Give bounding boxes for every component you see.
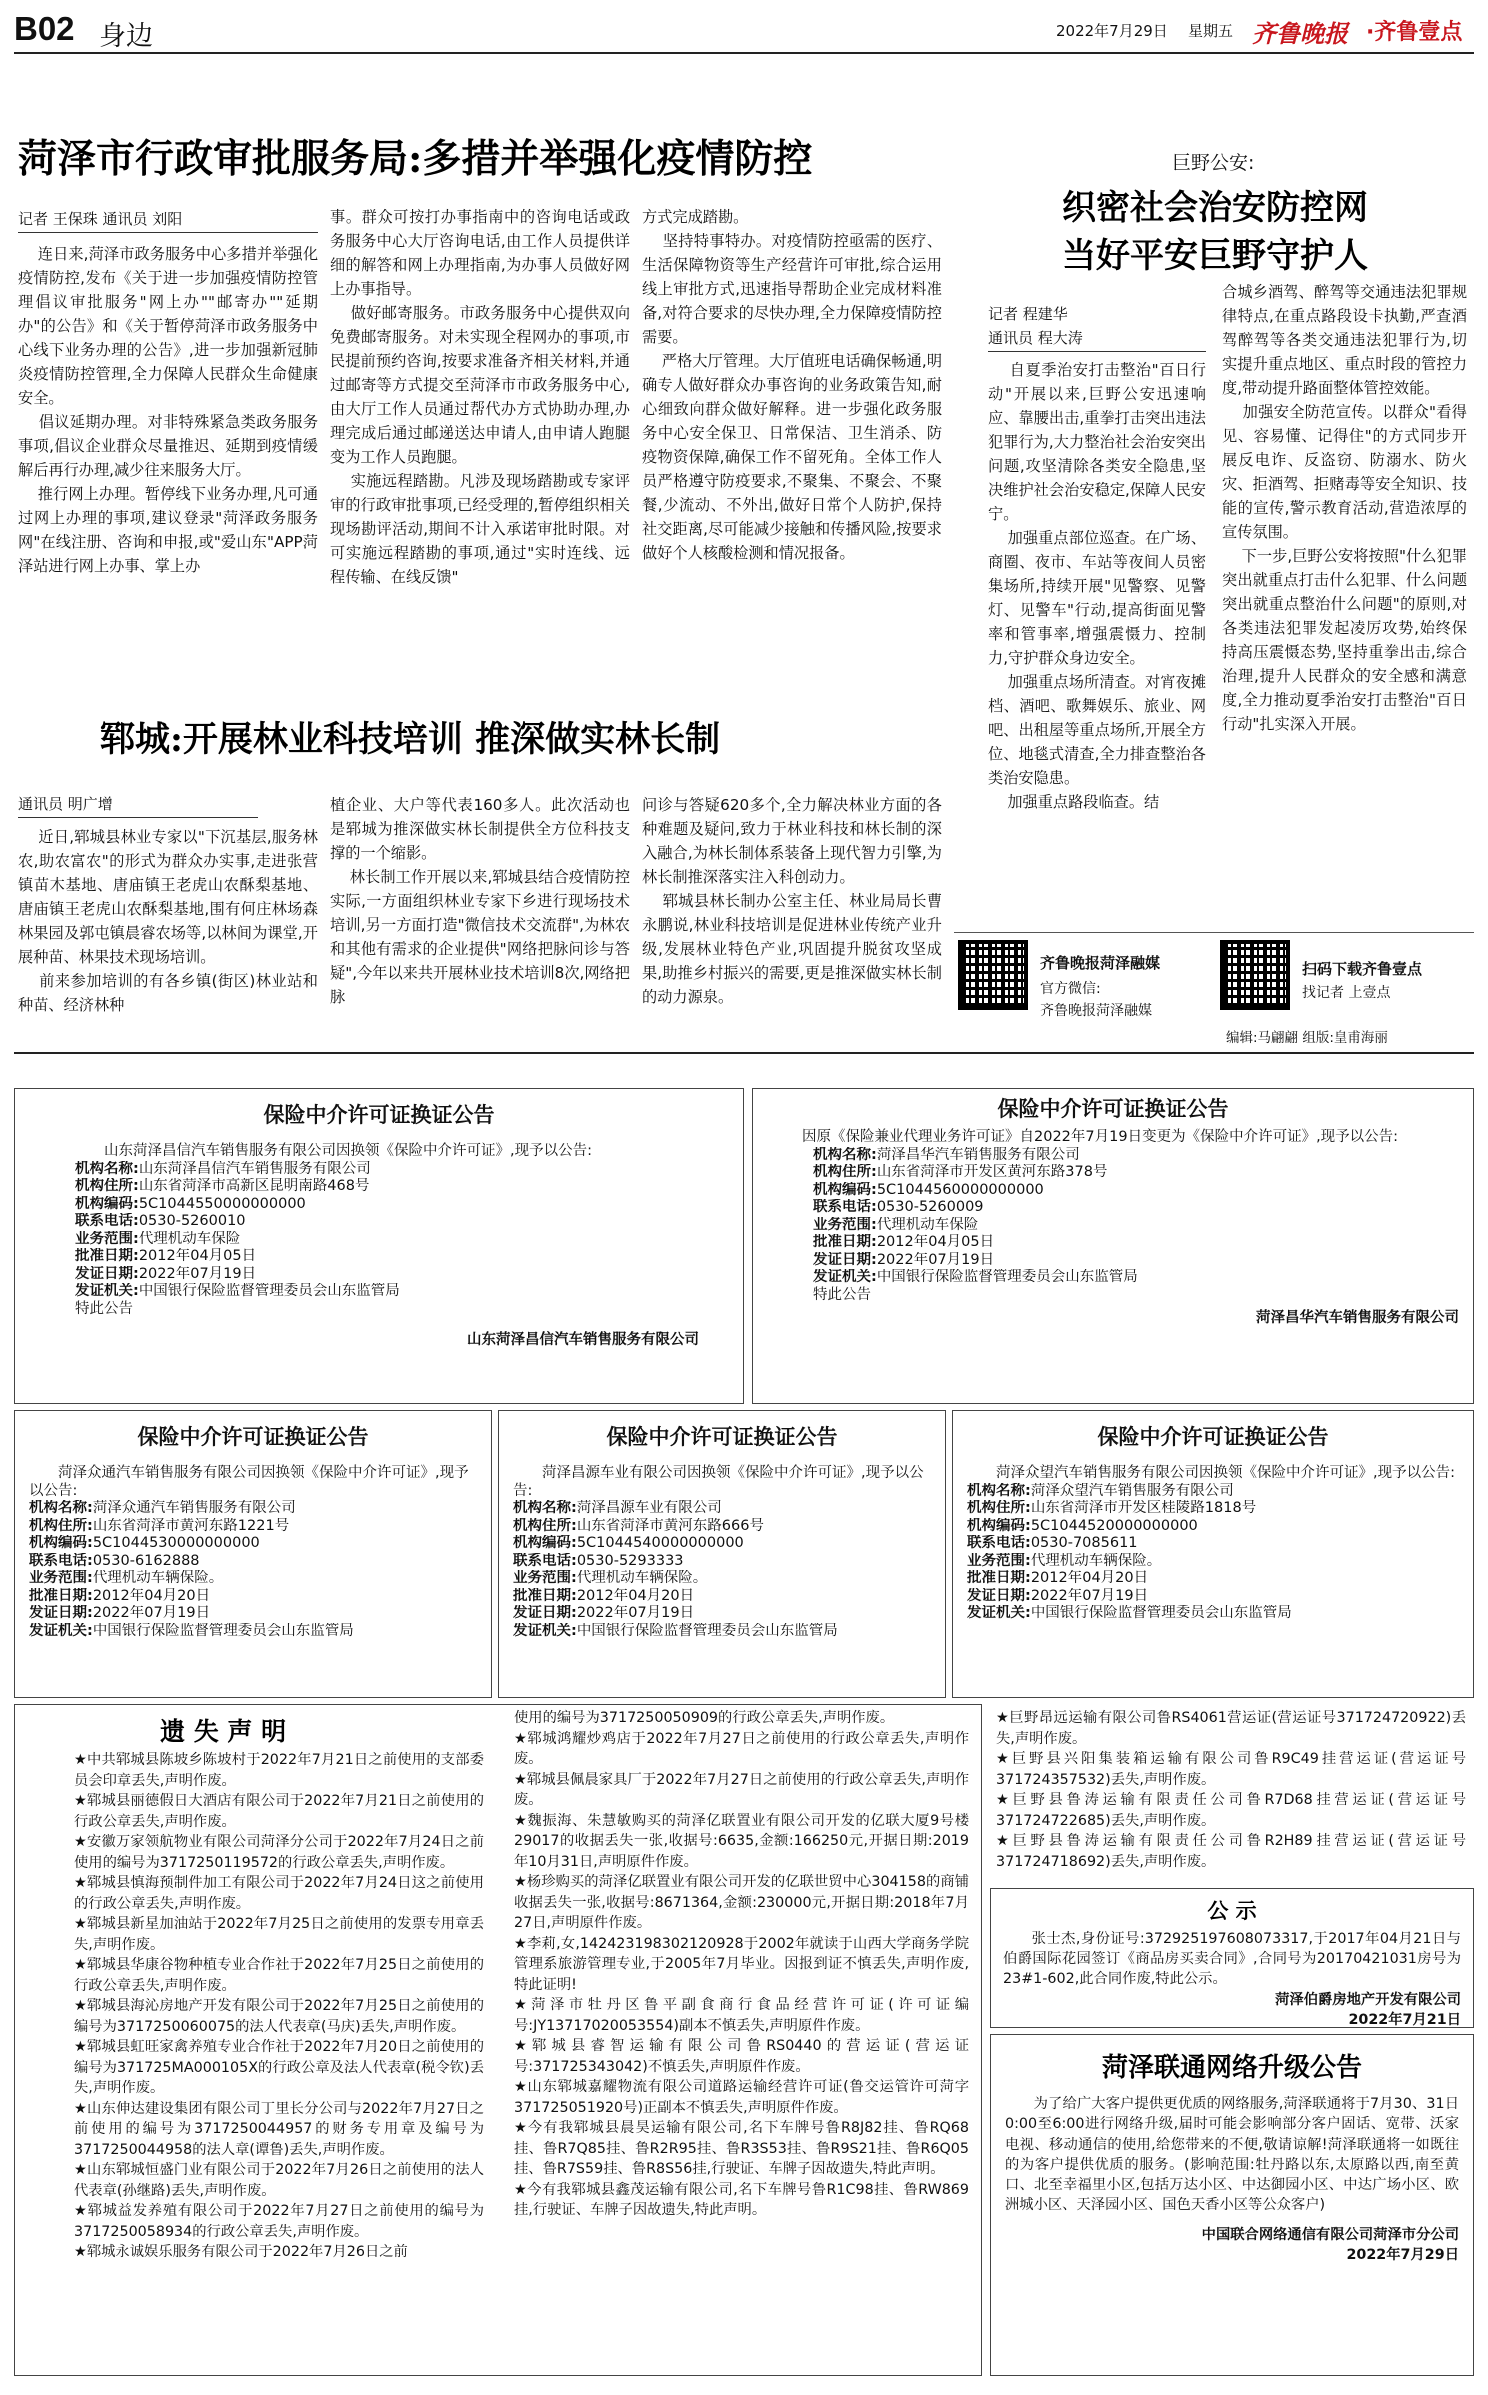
notice-field: 发证日期:2022年07月19日 [513,1605,695,1621]
article2-col1: 自夏季治安打击整治"百日行动"开展以来,巨野公安迅速响应、靠腰出击,重拳打击突出违法犯罪行为,大力整治社会治安突出问题,攻坚清除各类安全隐患,坚决维护社会治安稳定,保障人民安宁。 加强重点部位巡查。在广场、商圈、夜市、车站等夜间人员密集场所,持续开展"见警察、见警灯、见警车"行动,提高街面见警率和管事率,增强震慑力、控制力,守护群众身边安全。 加强重点场所清查。对宵夜摊档、酒吧、歌舞娱乐、旅业、网吧、出租屋等重点场所,开展全方位、地毯式清查,全力排查整治各类治安隐患。 加强重点路段临查。结 [988,361,1206,811]
notice-outro: 特此公告 [75,1300,133,1317]
notice-field: 机构编码:5C1044550000000000 [75,1195,306,1212]
public-notice-date: 2022年7月21日 [1348,2012,1461,2028]
notice-field: 机构编码:5C1044560000000000 [813,1181,1044,1198]
lost-item: ★巨野县兴阳集装箱运输有限公司鲁R9C49挂营运证(营运证号371724357532)丢失,声明作废。 [996,1751,1466,1788]
notice-changhua [752,1088,1474,1404]
notice-field: 联系电话:0530-5293333 [513,1552,684,1569]
article3-col2: 植企业、大户等代表160多人。此次活动也是郓城为推深做实林长制提供全方位科技支撑的一个缩影。 林长制工作开展以来,郓城县结合疫情防控实际,一方面组织林业专家下乡进行现场技术培训,另一方面打造"微信技术交流群",为林农和其他有需求的企业提供"网络把脉问诊与答疑",今年以来共开展林业技术培训8次,网络把脉 [330,796,631,1006]
promo-divider [954,932,1474,933]
article3-col3: 问诊与答疑620多个,全力解决林业方面的各种难题及疑问,致力于林业科技和林长制的深入融合,为林长制体系装备上现代智力引擎,为林长制推深落实注入科创动力。 郓城县林长制办公室主任、林业局局长曹永鹏说,林业科技培训是促进林业传统产业升级,发展林业特色产业,巩固提升脱贫攻坚成果,助推乡村振兴的需要,更是推深做实林长制的动力源泉。 [642,796,943,1006]
notice-outro: 特此公告 [813,1286,871,1303]
notice-field: 业务范围:代理机动车辆保险。 [29,1570,224,1586]
lost-item: ★李莉,女,142423198302120928于2002年就读于山西大学商务学院管理系旅游管理专业,于2005年7月毕业。因报到证不慎丢失,声明作废,特此证明! [514,1935,969,1993]
notice-field: 业务范围:代理机动车辆保险。 [513,1570,708,1586]
lost-item: ★今有我郓城县鑫茂运输有限公司,名下车牌号鲁R1C98挂、鲁RW869挂,行驶证、车牌子因故遗失,特此声明。 [514,2181,969,2218]
article1-col3: 方式完成踏勘。 坚持特事特办。对疫情防控亟需的医疗、生活保障物资等生产经营许可审批,综合运用线上审批方式,迅速指导帮助企业完成材料准备,对符合要求的尽快办理,全力保障疫情防控需要。 严格大厅管理。大厅值班电话确保畅通,明确专人做好群众办事咨询的业务政策告知,耐心细致向群众做好解释。进一步强化政务服务中心安全保卫、日常保洁、卫生消杀、防疫物资保障,确保工作不留死角。全体工作人员严格遵守防疫要求,不聚集、不聚会、不聚餐,少流动、不外出,做好日常个人防护,保持社交距离,尽可能减少接触和传播风险,按要求做好个人核酸检测和情况报备。 [642,208,943,562]
notice-field: 批准日期:2012年04月20日 [29,1587,211,1604]
article1-byline: 记者 王保珠 通讯员 刘阳 [18,208,318,233]
qr2-subtitle: 找记者 上壹点 [1302,985,1391,1001]
public-notice-title: 公 示 [1207,1898,1257,1923]
notice-zhongwang [952,1410,1474,1698]
notice-field: 机构名称:菏泽昌华汽车销售服务有限公司 [813,1146,1080,1163]
notice-field: 发证日期:2022年07月19日 [967,1587,1149,1604]
notice-title: 保险中介许可证换证公告 [606,1424,838,1449]
notice-field: 批准日期:2012年04月20日 [513,1587,695,1604]
article2-kicker: 巨野公安: [1172,152,1255,174]
notice-intro: 菏泽昌源车业有限公司因换领《保险中介许可证》,现予以公告: [513,1465,924,1499]
lost-item: ★郓城鸿耀炒鸡店于2022年7月27日之前使用的行政公章丢失,声明作废。 [514,1730,969,1767]
notice-field: 机构名称:山东菏泽昌信汽车销售服务有限公司 [75,1160,371,1177]
notice-field: 发证机关:中国银行保险监督管理委员会山东监管局 [75,1283,400,1299]
lost-col3 [996,1708,1466,1872]
notice-field: 发证机关:中国银行保险监督管理委员会山东监管局 [513,1622,838,1639]
notice-field: 机构住所:山东省菏泽市黄河东路666号 [513,1517,764,1534]
notice-field: 批准日期:2012年04月05日 [813,1234,995,1250]
notice-title: 保险中介许可证换证公告 [137,1424,369,1449]
qr1-title: 齐鲁晚报菏泽融媒 [1040,954,1161,972]
issue-weekday: 星期五 [1188,22,1234,40]
article2-headline-line2: 当好平安巨野守护人 [1062,236,1368,276]
notice-field: 机构名称:菏泽众通汽车销售服务有限公司 [29,1500,296,1516]
lost-item: ★郓城县新星加油站于2022年7月25日之前使用的发票专用章丢失,声明作废。 [74,1916,484,1953]
notice-changyuan [498,1410,946,1698]
editor-credit: 编辑:马翩翩 组版:皇甫海丽 [1226,1030,1388,1046]
lost-item: ★巨野县鲁涛运输有限责任公司鲁R7D68挂营运证(营运证号371724722685)丢失,声明作废。 [996,1792,1466,1829]
lost-col1 [74,1750,484,2263]
notice-field: 业务范围:代理机动车保险 [75,1230,241,1247]
notice-title: 保险中介许可证换证公告 [997,1096,1229,1121]
qr1-account: 齐鲁晚报菏泽融媒 [1040,1003,1152,1019]
lost-item: ★杨珍购买的菏泽亿联置业有限公司开发的亿联世贸中心304158的商铺收据丢失一张,收据号:8671364,金额:230000元,开据日期:2018年7月27日,声明原件作废。 [514,1874,969,1931]
notice-field: 机构名称:菏泽昌源车业有限公司 [513,1500,722,1516]
notice-changxin [14,1088,744,1404]
notice-field: 机构编码:5C1044540000000000 [513,1535,744,1551]
notice-field: 机构住所:山东省菏泽市开发区黄河东路378号 [813,1164,1108,1180]
notice-title: 保险中介许可证换证公告 [1097,1424,1329,1449]
notice-field: 联系电话:0530-5260010 [75,1213,246,1229]
notice-zhongtong [14,1410,492,1698]
lost-item: ★山东郓城恒盛门业有限公司于2022年7月26日之前使用的法人代表章(孙继路)丢失,声明作废。 [74,2162,484,2199]
article1-col1: 连日来,菏泽市政务服务中心多措并举强化疫情防控,发布《关于进一步加强疫情防控管理倡议审批服务"网上办""邮寄办""延期办"的公告》和《关于暂停菏泽市政务服务中心线下业务办理的公告》,进一步加强新冠肺炎疫情防控管理,全力保障人民群众生命健康安全。 倡议延期办理。对非特殊紧急类政务服务事项,倡议企业群众尽量推迟、延期到疫情缓解后再行办理,减少往来服务大厅。 推行网上办理。暂停线下业务办理,凡可通过网上办理的事项,建议登录"菏泽政务服务网"在线注册、咨询和申报,或"爱山东"APP菏泽站进行网上办事、掌上办 [18,245,319,575]
notice-signature: 菏泽昌华汽车销售服务有限公司 [1256,1310,1459,1326]
qr2-title: 扫码下载齐鲁壹点 [1302,960,1423,978]
notice-field: 机构编码:5C1044530000000000 [29,1535,260,1551]
notice-field: 批准日期:2012年04月05日 [75,1248,257,1264]
issue-date: 2022年7月29日 [1056,22,1168,40]
section-name: 身边 [99,21,153,52]
paper-logo: 齐鲁晚报 [1252,19,1348,48]
notice-field: 机构编码:5C1044520000000000 [967,1517,1198,1534]
notice-title: 保险中介许可证换证公告 [263,1102,495,1127]
lost-item: ★郓城县慎海预制件加工有限公司于2022年7月24日这之前使用的行政公章丢失,声明作废。 [74,1875,484,1912]
article2-byline-reporter: 记者 程建华 [988,305,1068,323]
notice-field: 发证日期:2022年07月19日 [29,1605,211,1621]
notice-field: 联系电话:0530-5260009 [813,1199,984,1215]
lost-item: ★魏振海、朱慧敏购买的菏泽亿联置业有限公司开发的亿联大厦9号楼29017的收据丢失一张,收据号:6635,金额:166250元,开据日期:2019年10月31日,声明原件作废。 [514,1812,969,1870]
notice-intro: 因原《保险兼业代理业务许可证》自2022年7月19日变更为《保险中介许可证》,现予以公告: [802,1129,1399,1145]
article2-col2: 合城乡酒驾、醉驾等交通违法犯罪规律特点,在重点路段设卡执勤,严查酒驾醉驾等各类交通违法犯罪行为,切实提升重点地区、重点时段的管控力度,带动提升路面整体管控效能。 加强安全防范宣传。以群众"看得见、容易懂、记得住"的方式同步开展反电诈、反盗窃、防溺水、防火灾、拒酒驾、拒赌毒等安全知识、技能的宣传,警示教育活动,营造浓厚的宣传氛围。 下一步,巨野公安将按照"什么犯罪突出就重点打击什么犯罪、什么问题突出就重点整治什么问题"的原则,对各类违法犯罪发起凌厉攻势,始终保持高压震慑态势,坚持重拳出击,综合治理,提升人民群众的安全感和满意度,全力推动夏季治安打击整治"百日行动"扎实深入开展。 [1222,283,1467,733]
notice-intro: 菏泽众望汽车销售服务有限公司因换领《保险中介许可证》,现予以公告: [996,1465,1455,1481]
page-header [14,8,1474,54]
notice-field: 发证机关:中国银行保险监督管理委员会山东监管局 [967,1605,1292,1621]
lost-col2 [514,1708,969,2221]
qr-code-app[interactable] [1220,940,1290,1010]
lost-item: ★山东郓城嘉耀物流有限公司道路运输经营许可证(鲁交运管许可菏字371725051920号)正副本不慎丢失,声明原件作废。 [514,2079,969,2116]
article3-col1: 近日,郓城县林业专家以"下沉基层,服务林农,助农富农"的形式为群众办实事,走进张营镇苗木基地、唐庙镇王老虎山农酥梨基地、唐庙镇王老虎山农酥梨基地,围有何庄林场森林果园及郭屯镇晨睿农场等,以林间为课堂,开展种苗、林果技术现场培训。 前来参加培训的有各乡镇(街区)林业站和种苗、经济林种 [18,828,318,1014]
unicom-notice [990,2034,1474,2376]
notice-field: 发证日期:2022年07月19日 [75,1265,257,1282]
section-divider [14,1052,1474,1054]
lost-item: ★菏泽市牡丹区鲁平副食商行食品经营许可证(许可证编号:JY13717020053554)副本不慎丢失,声明原件作废。 [514,1997,969,2034]
public-notice-body: 张士杰,身份证号:372925197608073317,于2017年04月21日与伯爵国际花园签订《商品房买卖合同》,合同号为20170421031房号为23#1-602,此合同作废,特此公示。 [1003,1931,1461,1987]
lost-item: ★安徽万家领航物业有限公司菏泽分公司于2022年7月24日之前使用的编号为3717250119572的行政公章丢失,声明作废。 [74,1834,484,1871]
lost-item: ★郓城益发养殖有限公司于2022年7月27日之前使用的编号为3717250058934的行政公章丢失,声明作废。 [74,2203,484,2240]
public-notice-signature: 菏泽伯爵房地产开发有限公司 [1275,1992,1461,2008]
lost-item: ★中共郓城县陈坡乡陈坡村于2022年7月21日之前使用的支部委员会印章丢失,声明作废。 [74,1752,484,1789]
lost-item: ★郓城永诚娱乐服务有限公司于2022年7月26日之前 [74,2244,408,2260]
article2-headline-line1: 织密社会治安防控网 [1062,188,1368,228]
notice-intro: 山东菏泽昌信汽车销售服务有限公司因换领《保险中介许可证》,现予以公告: [104,1143,592,1159]
lost-item: 使用的编号为3717250050909的行政公章丢失,声明作废。 [514,1710,895,1726]
article3-byline: 通讯员 明广增 [18,793,258,818]
unicom-notice-body: 为了给广大客户提供更优质的网络服务,菏泽联通将于7月30、31日0:00至6:00进行网络升级,届时可能会影响部分客户固话、宽带、沃家电视、移动通信的使用,给您带来的不便,敬请谅解!菏泽联通将一如既往的为客户提供优质的服务。(影响范围:牡丹路以东,太原路以西,南至黄口、北至幸福里小区,包括万达小区、中达御园小区、中达广场小区、欧洲城小区、天泽园小区、国色天香小区等公众客户) [1005,2096,1459,2214]
article2-byline-correspondent: 通讯员 程大涛 [988,327,1206,352]
notice-field: 机构住所:山东省菏泽市高新区昆明南路468号 [75,1178,370,1194]
notice-field: 机构住所:山东省菏泽市开发区桂陵路1818号 [967,1500,1257,1516]
notice-intro: 菏泽众通汽车销售服务有限公司因换领《保险中介许可证》,现予以公告: [29,1465,469,1499]
lost-item: ★郓城县睿智运输有限公司鲁RS0440的营运证(营运证号:371725343042)不慎丢失,声明原件作废。 [514,2038,969,2075]
article1-col2: 事。群众可按打办事指南中的咨询电话或政务服务中心大厅咨询电话,由工作人员提供详细的解答和网上办理指南,为办事人员做好网上办事指导。 做好邮寄服务。市政务服务中心提供双向免费邮寄服务。对未实现全程网办的事项,市民提前预约咨询,按要求准备齐相关材料,并通过邮寄等方式提交至菏泽市市政务服务中心,由大厅工作人员通过帮代办方式协助办理,办理完成后通过邮递送达申请人,由申请人跑腿变为工作人员跑腿。 实施远程踏勘。凡涉及现场踏勘或专家评审的行政审批事项,已经受理的,暂停组织相关现场勘评活动,期间不计入承诺审批时限。对可实施远程踏勘的事项,通过"实时连线、远程传输、在线反馈" [330,208,631,586]
lost-item: ★郓城县佩晨家具厂于2022年7月27日之前使用的行政公章丢失,声明作废。 [514,1771,969,1808]
notice-field: 机构住所:山东省菏泽市黄河东路1221号 [29,1517,290,1534]
article3-headline: 郓城:开展林业科技培训 推深做实林长制 [100,719,721,760]
notice-field: 业务范围:代理机动车保险 [813,1216,979,1233]
lost-item: ★山东伸达建设集团有限公司丁里长分公司与2022年7月27日之前使用的编号为3717250044957的财务专用章及编号为3717250044958的法人章(谭鲁)丢失,声明作废。 [74,2100,484,2158]
lost-item: ★郓城县虹旺家禽养殖专业合作社于2022年7月20日之前使用的编号为371725MA000105X的行政公章及法人代表章(税令钦)丢失,声明作废。 [74,2039,484,2096]
unicom-notice-date: 2022年7月29日 [1346,2246,1459,2263]
article1-headline: 菏泽市行政审批服务局:多措并举强化疫情防控 [18,136,813,182]
public-notice [990,1888,1474,2028]
notice-field: 批准日期:2012年04月20日 [967,1570,1149,1586]
qr1-subtitle: 官方微信: [1040,981,1101,997]
lost-item: ★郓城县海沁房地产开发有限公司于2022年7月25日之前使用的编号为3717250060075的法人代表章(马庆)丢失,声明作废。 [74,1998,484,2035]
app-logo: ·齐鲁壹点 [1366,20,1463,45]
notice-signature: 山东菏泽昌信汽车销售服务有限公司 [467,1332,699,1348]
notice-field: 业务范围:代理机动车辆保险。 [967,1552,1162,1569]
unicom-notice-signature: 中国联合网络通信有限公司菏泽市分公司 [1201,2226,1459,2243]
notice-field: 联系电话:0530-7085611 [967,1535,1138,1551]
lost-item: ★巨野县鲁涛运输有限责任公司鲁R2H89挂营运证(营运证号371724718692)丢失,声明作废。 [996,1833,1466,1870]
lost-item: ★郓城县华康谷物种植专业合作社于2022年7月25日之前使用的行政公章丢失,声明作废。 [74,1957,484,1994]
notice-field: 机构名称:菏泽众望汽车销售服务有限公司 [967,1482,1234,1499]
qr-code-wechat[interactable] [958,940,1028,1010]
lost-item: ★巨野昂远运输有限公司鲁RS4061营运证(营运证号371724720922)丢失,声明作废。 [996,1710,1466,1747]
notice-field: 发证机关:中国银行保险监督管理委员会山东监管局 [29,1622,354,1639]
notice-field: 发证日期:2022年07月19日 [813,1251,995,1268]
unicom-notice-title: 菏泽联通网络升级公告 [1101,2053,1362,2083]
notice-field: 联系电话:0530-6162888 [29,1552,200,1569]
lost-item: ★今有我郓城县晨昊运输有限公司,名下车牌号鲁R8J82挂、鲁RQ68挂、鲁R7Q85挂、鲁R2R95挂、鲁R3S53挂、鲁R9S21挂、鲁R6Q05挂、鲁R7S59挂、鲁R8S56挂,行驶证、车牌子因故遗失,特此声明。 [514,2120,969,2177]
lost-item: ★郓城县丽德假日大酒店有限公司于2022年7月21日之前使用的行政公章丢失,声明作废。 [74,1793,484,1830]
notice-field: 发证机关:中国银行保险监督管理委员会山东监管局 [813,1269,1138,1285]
lost-title: 遗 失 声 明 [160,1717,287,1746]
page-number: B02 [14,10,75,47]
